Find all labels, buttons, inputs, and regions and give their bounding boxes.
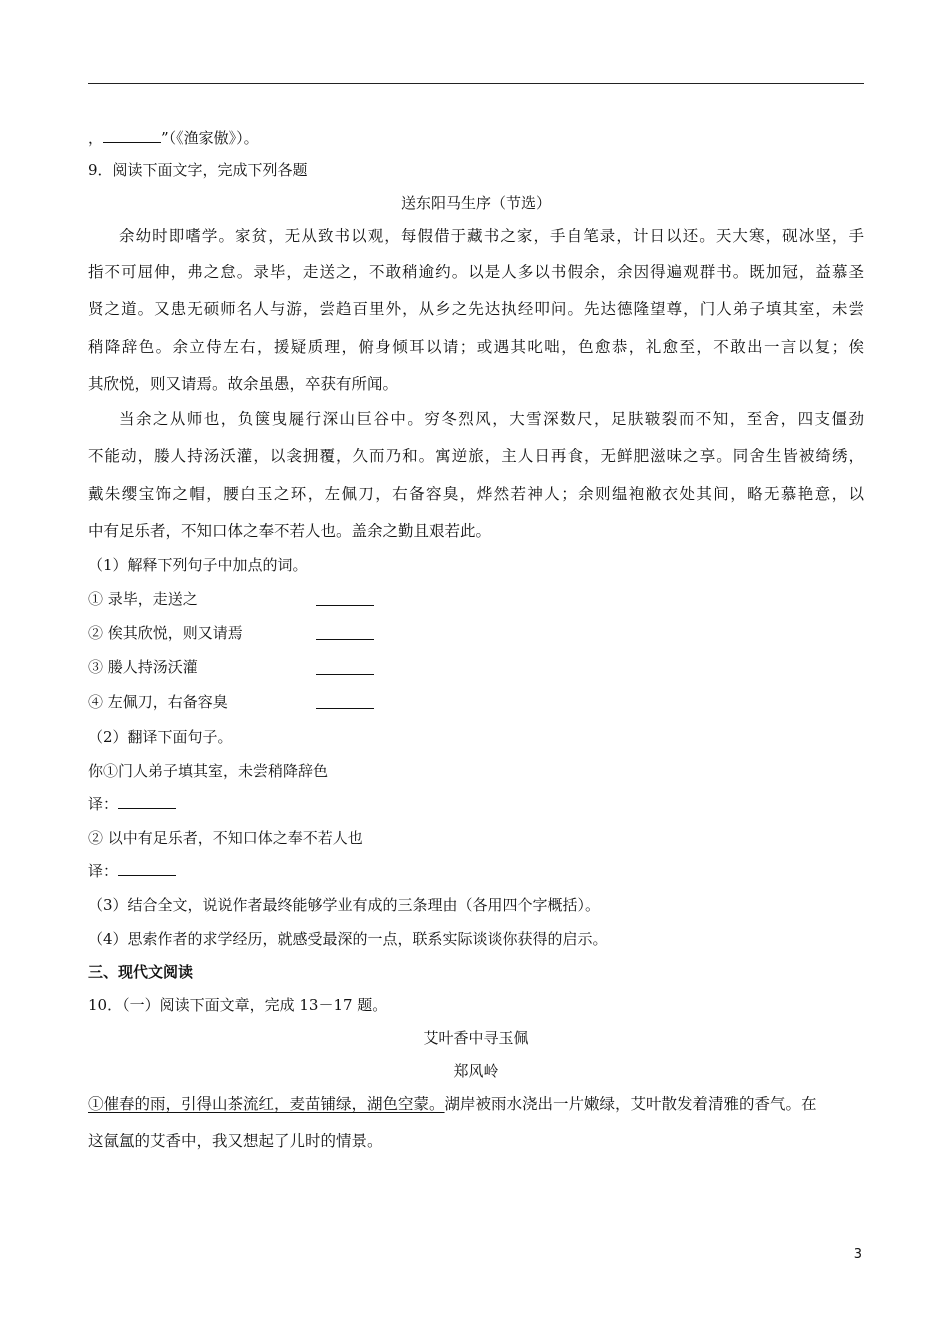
translate-answer-2: 译： bbox=[88, 861, 176, 881]
passage-line: 当余之从师也，负箧曳屣行深山巨谷中。穷冬烈风，大雪深数尺，足肤皲裂而不知，至舍，四支僵劲 bbox=[119, 410, 864, 428]
answer-blank[interactable] bbox=[118, 795, 176, 809]
passage-line: 其欣悦，则又请焉。故余虽愚，卒获有所闻。 bbox=[88, 375, 399, 393]
sub-question-3: （3）结合全文，说说作者最终能够学业有成的三条理由（各用四个字概括）。 bbox=[88, 896, 601, 914]
passage-line: 不能动，媵人持汤沃灌，以衾拥覆，久而乃和。寓逆旅，主人日再食，无鲜肥滋味之享。同舍生皆被绮绣， bbox=[88, 447, 864, 465]
sub-question-4: （4）思索作者的求学经历，就感受最深的一点，联系实际谈谈你获得的启示。 bbox=[88, 930, 608, 948]
word-item: ② 俟其欣悦，则又请焉 bbox=[88, 624, 243, 642]
answer-blank[interactable] bbox=[316, 605, 374, 606]
sub-question-1: （1）解释下列句子中加点的词。 bbox=[88, 556, 308, 574]
question-9-title: 9．阅读下面文字，完成下列各题 bbox=[88, 161, 308, 179]
page-number: 3 bbox=[853, 1247, 862, 1262]
translate-answer-1: 译： bbox=[88, 794, 176, 814]
passage-line: 稍降辞色。余立侍左右，援疑质理，俯身倾耳以请；或遇其叱咄，色愈恭，礼愈至，不敢出一言以复；俟 bbox=[88, 338, 864, 356]
article-author: 郑风岭 bbox=[453, 1062, 499, 1080]
word-item: ① 录毕，走送之 bbox=[88, 590, 198, 608]
article-paragraph-line: 这氤氲的艾香中，我又想起了儿时的情景。 bbox=[88, 1132, 383, 1150]
section-heading: 三、现代文阅读 bbox=[88, 963, 194, 981]
answer-blank[interactable] bbox=[316, 674, 374, 675]
word-item: ③ 媵人持汤沃灌 bbox=[88, 658, 198, 676]
article-title: 艾叶香中寻玉佩 bbox=[423, 1029, 529, 1047]
translate-sentence-1: 你①门人弟子填其室，未尝稍降辞色 bbox=[88, 762, 329, 780]
passage-title: 送东阳马生序（节选） bbox=[400, 194, 551, 212]
answer-blank[interactable] bbox=[316, 639, 374, 640]
answer-blank[interactable] bbox=[103, 129, 161, 143]
passage-line: 贤之道。又患无硕师名人与游，尝趋百里外，从乡之先达执经叩问。先达德隆望尊，门人弟子填其室，未尝 bbox=[88, 300, 864, 318]
answer-blank[interactable] bbox=[118, 862, 176, 876]
passage-line: 中有足乐者，不知口体之奉不若人也。盖余之勤且艰若此。 bbox=[88, 522, 492, 540]
sub-question-2: （2）翻译下面句子。 bbox=[88, 728, 233, 746]
question-10-intro: 10．（一）阅读下面文章，完成 13－17 题。 bbox=[88, 996, 388, 1014]
passage-line: 戴朱缨宝饰之帽，腰白玉之环，左佩刀，右备容臭，烨然若神人；余则缊袍敝衣处其间，略无慕艳意，以 bbox=[88, 485, 864, 503]
translate-sentence-2: ② 以中有足乐者，不知口体之奉不若人也 bbox=[88, 829, 363, 847]
passage-line: 指不可屈伸，弗之怠。录毕，走送之，不敢稍逾约。以是人多以书假余，余因得遍观群书。既加冠，益慕圣 bbox=[88, 263, 864, 281]
header-rule bbox=[88, 83, 864, 84]
passage-line: 余幼时即嗜学。家贫，无从致书以观，每假借于藏书之家，手自笔录，计日以还。天大寒，砚冰坚，手 bbox=[119, 227, 864, 245]
answer-blank[interactable] bbox=[316, 708, 374, 709]
word-item: ④ 左佩刀，右备容臭 bbox=[88, 693, 228, 711]
article-paragraph-1: ①催春的雨，引得山茶流红，麦苗铺绿，湖色空蒙。湖岸被雨水浇出一片嫩绿，艾叶散发着清雅的香气。在 bbox=[88, 1095, 817, 1113]
top-fragment: ， ”（《渔家傲》）。 bbox=[88, 129, 259, 147]
